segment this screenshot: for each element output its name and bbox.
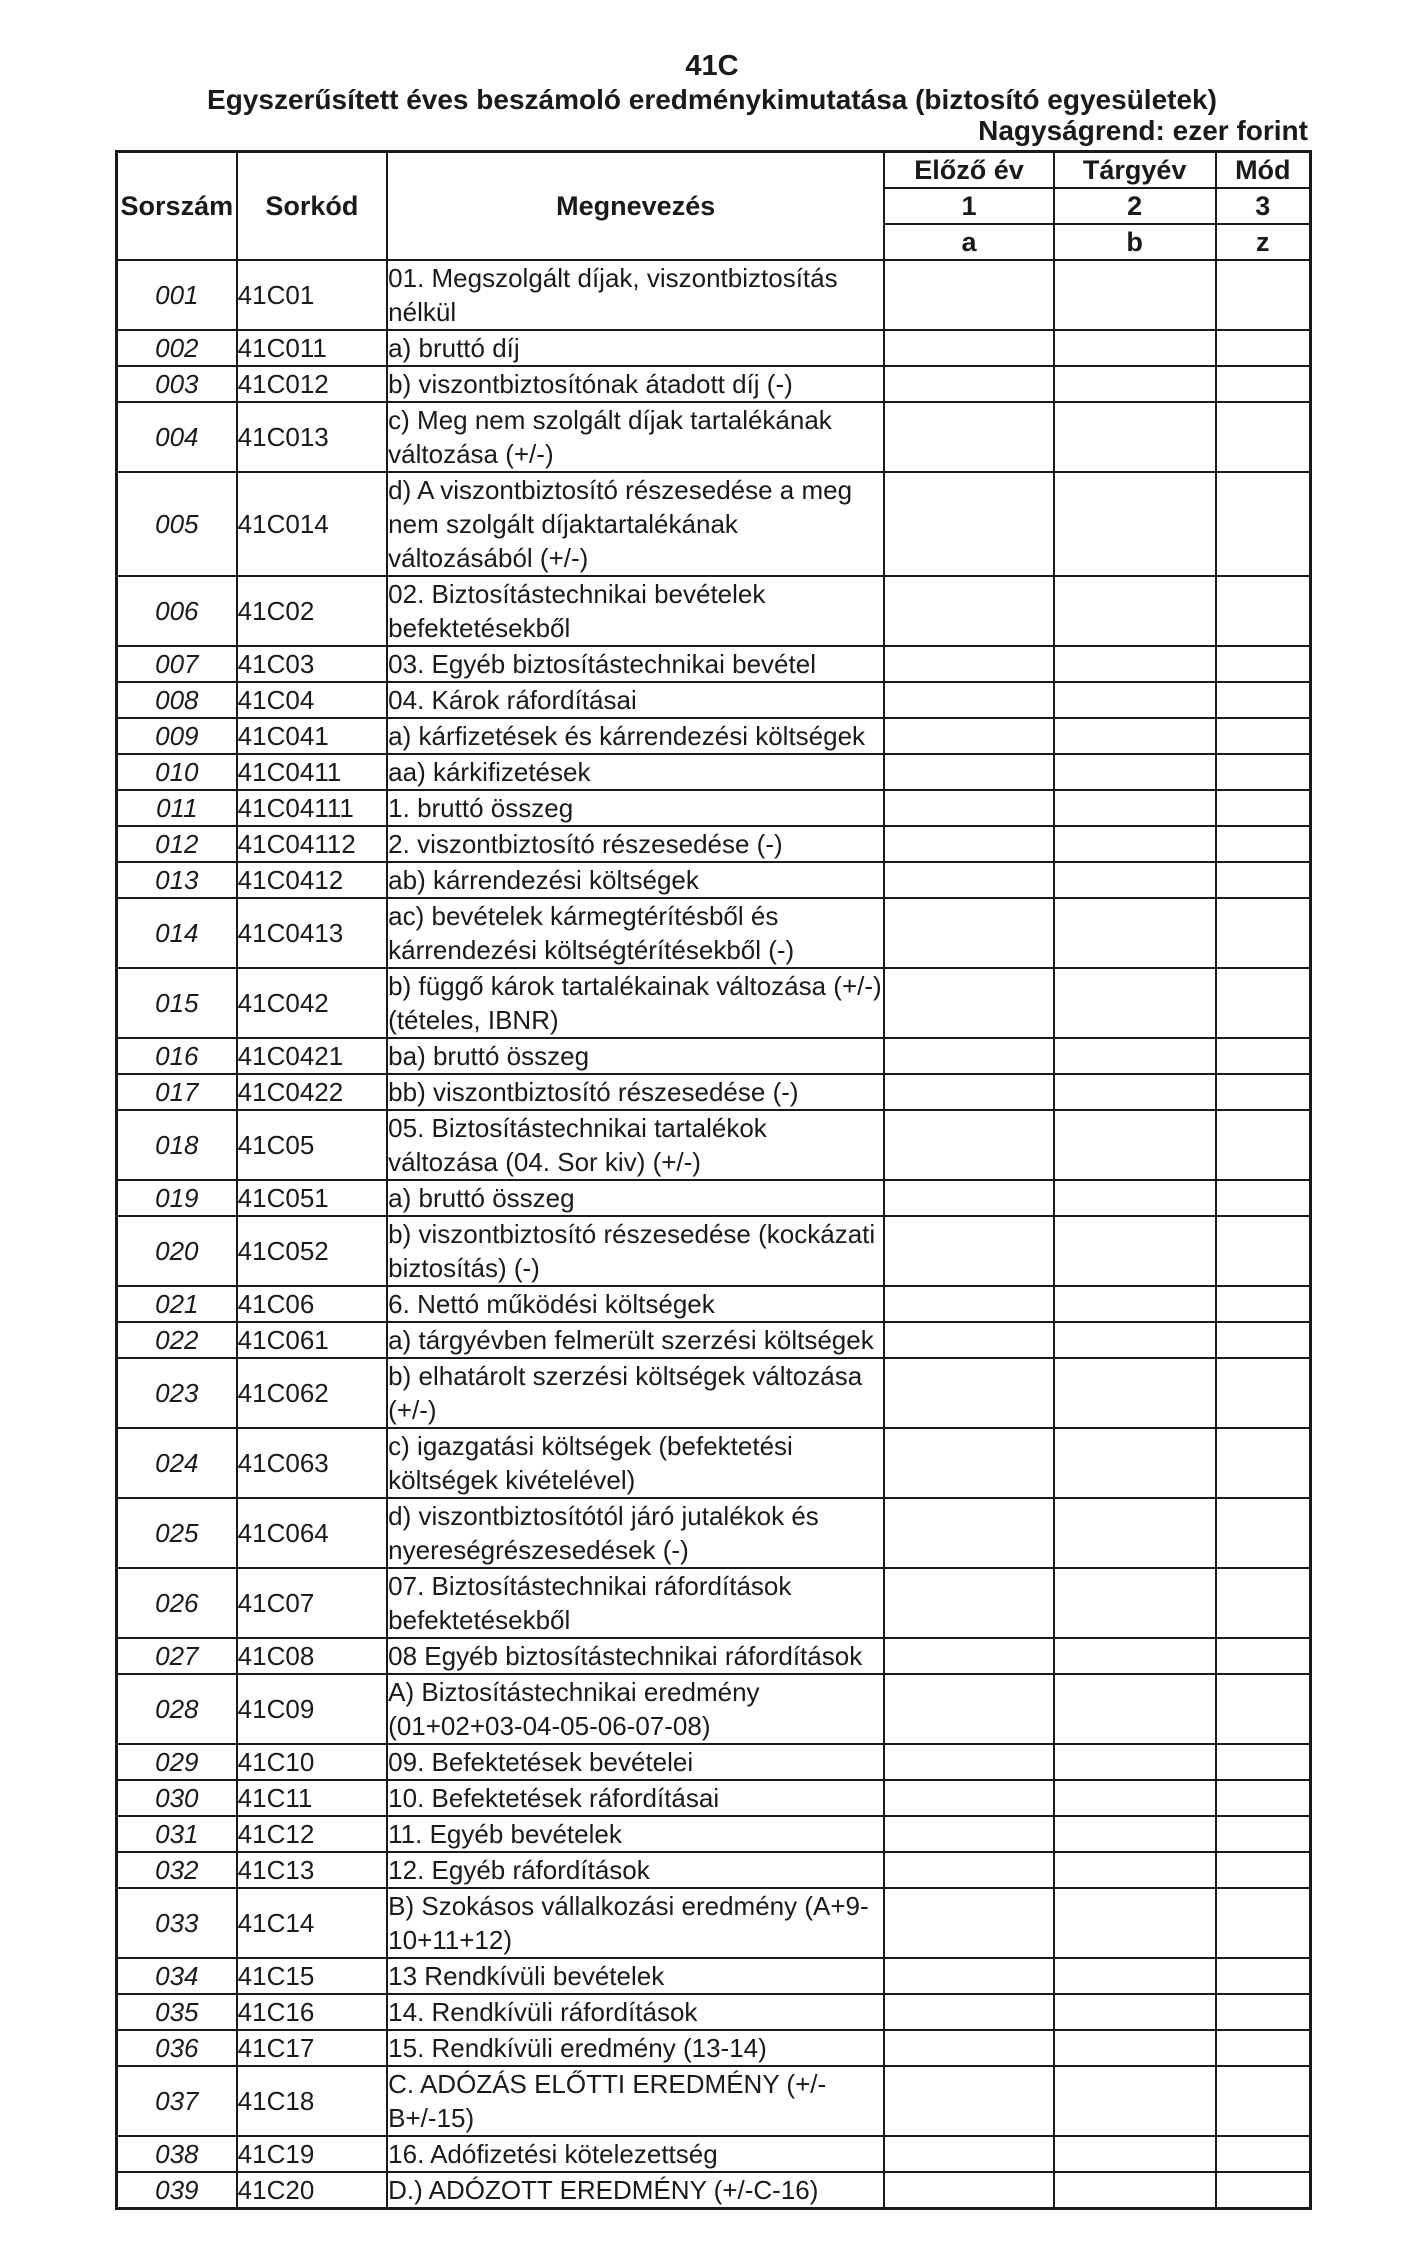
row-number: 039: [117, 2172, 237, 2209]
row-name: B) Szokásos vállalkozási eredmény (A+9-10+11+12): [387, 1888, 884, 1958]
value-current-year-cell[interactable]: [1054, 1744, 1216, 1780]
value-current-year-cell[interactable]: [1054, 1286, 1216, 1322]
value-prev-year-cell[interactable]: [884, 1674, 1053, 1744]
row-code: 41C04112: [237, 826, 388, 862]
table-row: [117, 472, 1311, 576]
row-name: b) viszontbiztosítónak átadott díj (-): [387, 366, 884, 402]
table-row: [117, 260, 1311, 330]
row-code: 41C20: [237, 2172, 388, 2209]
value-current-year-cell[interactable]: [1054, 1358, 1216, 1428]
value-prev-year-cell[interactable]: [884, 1816, 1053, 1852]
header-col-current-year: Tárgyév: [1054, 152, 1216, 189]
value-current-year-cell[interactable]: [1054, 682, 1216, 718]
table-row: [117, 1216, 1311, 1286]
value-mod-cell[interactable]: [1216, 1958, 1311, 1994]
table-row: [117, 1038, 1311, 1074]
value-mod-cell[interactable]: [1216, 260, 1311, 330]
row-number: 013: [117, 862, 237, 898]
header-megnevezes: Megnevezés: [387, 152, 884, 261]
row-number: 033: [117, 1888, 237, 1958]
value-mod-cell[interactable]: [1216, 1852, 1311, 1888]
table-row: [117, 1852, 1311, 1888]
row-code: 41C014: [237, 472, 388, 576]
table-row: [117, 1780, 1311, 1816]
table-row: [117, 1958, 1311, 1994]
value-prev-year-cell[interactable]: [884, 718, 1053, 754]
row-number: 005: [117, 472, 237, 576]
row-code: 41C042: [237, 968, 388, 1038]
table-row: [117, 646, 1311, 682]
value-prev-year-cell[interactable]: [884, 402, 1053, 472]
value-prev-year-cell[interactable]: [884, 1638, 1053, 1674]
row-name: ab) kárrendezési költségek: [387, 862, 884, 898]
header-col-mod: Mód: [1216, 152, 1311, 189]
row-name: 10. Befektetések ráfordításai: [387, 1780, 884, 1816]
row-number: 024: [117, 1428, 237, 1498]
value-prev-year-cell[interactable]: [884, 260, 1053, 330]
row-code: 41C0412: [237, 862, 388, 898]
row-name: 11. Egyéb bevételek: [387, 1816, 884, 1852]
row-code: 41C10: [237, 1744, 388, 1780]
value-prev-year-cell[interactable]: [884, 646, 1053, 682]
value-prev-year-cell[interactable]: [884, 2030, 1053, 2066]
value-prev-year-cell[interactable]: [884, 1286, 1053, 1322]
row-code: 41C064: [237, 1498, 388, 1568]
table-row: [117, 1322, 1311, 1358]
table-row: [117, 682, 1311, 718]
row-name: 1. bruttó összeg: [387, 790, 884, 826]
row-number: 009: [117, 718, 237, 754]
table-row: [117, 2030, 1311, 2066]
row-number: 030: [117, 1780, 237, 1816]
value-current-year-cell[interactable]: [1054, 472, 1216, 576]
value-current-year-cell[interactable]: [1054, 2030, 1216, 2066]
row-number: 018: [117, 1110, 237, 1180]
row-code: 41C0422: [237, 1074, 388, 1110]
income-statement-table: [115, 150, 1312, 2210]
table-row: [117, 1674, 1311, 1744]
value-prev-year-cell[interactable]: [884, 1958, 1053, 1994]
value-prev-year-cell[interactable]: [884, 1216, 1053, 1286]
value-current-year-cell[interactable]: [1054, 1322, 1216, 1358]
table-row: [117, 1816, 1311, 1852]
value-current-year-cell[interactable]: [1054, 1110, 1216, 1180]
row-name: bb) viszontbiztosító részesedése (-): [387, 1074, 884, 1110]
row-code: 41C0413: [237, 898, 388, 968]
value-prev-year-cell[interactable]: [884, 1888, 1053, 1958]
header-col-current-year-num: 2: [1054, 188, 1216, 224]
value-mod-cell[interactable]: [1216, 330, 1311, 366]
value-prev-year-cell[interactable]: [884, 1744, 1053, 1780]
row-code: 41C18: [237, 2066, 388, 2136]
header-sorkod: Sorkód: [237, 152, 388, 261]
row-code: 41C12: [237, 1816, 388, 1852]
row-number: 038: [117, 2136, 237, 2172]
unit-note: Nagyságrend: ezer forint: [978, 115, 1308, 146]
row-number: 006: [117, 576, 237, 646]
value-prev-year-cell[interactable]: [884, 826, 1053, 862]
value-mod-cell[interactable]: [1216, 2172, 1311, 2209]
value-mod-cell[interactable]: [1216, 754, 1311, 790]
row-code: 41C13: [237, 1852, 388, 1888]
row-code: 41C061: [237, 1322, 388, 1358]
value-current-year-cell[interactable]: [1054, 754, 1216, 790]
value-current-year-cell[interactable]: [1054, 1780, 1216, 1816]
value-mod-cell[interactable]: [1216, 1358, 1311, 1428]
header-col-mod-letter: z: [1216, 224, 1311, 260]
row-name: ba) bruttó összeg: [387, 1038, 884, 1074]
table-row: [117, 1110, 1311, 1180]
row-code: 41C14: [237, 1888, 388, 1958]
row-number: 007: [117, 646, 237, 682]
row-name: b) viszontbiztosító részesedése (kockázati biztosítás) (-): [387, 1216, 884, 1286]
row-number: 016: [117, 1038, 237, 1074]
row-code: 41C013: [237, 402, 388, 472]
row-name: b) elhatárolt szerzési költségek változása (+/-): [387, 1358, 884, 1428]
row-number: 034: [117, 1958, 237, 1994]
value-current-year-cell[interactable]: [1054, 1428, 1216, 1498]
row-number: 017: [117, 1074, 237, 1110]
value-mod-cell[interactable]: [1216, 1038, 1311, 1074]
value-mod-cell[interactable]: [1216, 1780, 1311, 1816]
value-current-year-cell[interactable]: [1054, 968, 1216, 1038]
row-name: C. ADÓZÁS ELŐTTI EREDMÉNY (+/-B+/-15): [387, 2066, 884, 2136]
table-row: [117, 1074, 1311, 1110]
row-code: 41C0421: [237, 1038, 388, 1074]
table-row: [117, 1180, 1311, 1216]
value-current-year-cell[interactable]: [1054, 1888, 1216, 1958]
value-prev-year-cell[interactable]: [884, 1074, 1053, 1110]
value-mod-cell[interactable]: [1216, 2066, 1311, 2136]
table-row: [117, 1568, 1311, 1638]
row-number: 036: [117, 2030, 237, 2066]
value-prev-year-cell[interactable]: [884, 754, 1053, 790]
value-prev-year-cell[interactable]: [884, 790, 1053, 826]
row-number: 028: [117, 1674, 237, 1744]
value-prev-year-cell[interactable]: [884, 1322, 1053, 1358]
value-prev-year-cell[interactable]: [884, 2172, 1053, 2209]
row-number: 027: [117, 1638, 237, 1674]
table-row: [117, 790, 1311, 826]
value-mod-cell[interactable]: [1216, 1216, 1311, 1286]
value-mod-cell[interactable]: [1216, 646, 1311, 682]
row-name: 05. Biztosítástechnikai tartalékok változása (04. Sor kiv) (+/-): [387, 1110, 884, 1180]
row-name: 07. Biztosítástechnikai ráfordítások befektetésekből: [387, 1568, 884, 1638]
value-mod-cell[interactable]: [1216, 1888, 1311, 1958]
header-row-labels: [117, 152, 1311, 189]
row-number: 003: [117, 366, 237, 402]
row-code: 41C05: [237, 1110, 388, 1180]
row-number: 026: [117, 1568, 237, 1638]
row-name: 13 Rendkívüli bevételek: [387, 1958, 884, 1994]
value-prev-year-cell[interactable]: [884, 1180, 1053, 1216]
row-code: 41C11: [237, 1780, 388, 1816]
table-row: [117, 1888, 1311, 1958]
row-name: 14. Rendkívüli ráfordítások: [387, 1994, 884, 2030]
value-prev-year-cell[interactable]: [884, 1038, 1053, 1074]
value-prev-year-cell[interactable]: [884, 1994, 1053, 2030]
value-current-year-cell[interactable]: [1054, 826, 1216, 862]
value-current-year-cell[interactable]: [1054, 260, 1216, 330]
row-code: 41C04111: [237, 790, 388, 826]
table-row: [117, 1498, 1311, 1568]
value-current-year-cell[interactable]: [1054, 1852, 1216, 1888]
table-row: [117, 968, 1311, 1038]
value-prev-year-cell[interactable]: [884, 1110, 1053, 1180]
row-name: 09. Befektetések bevételei: [387, 1744, 884, 1780]
value-current-year-cell[interactable]: [1054, 2136, 1216, 2172]
row-name: 6. Nettó működési költségek: [387, 1286, 884, 1322]
value-mod-cell[interactable]: [1216, 790, 1311, 826]
row-number: 010: [117, 754, 237, 790]
row-code: 41C052: [237, 1216, 388, 1286]
row-code: 41C051: [237, 1180, 388, 1216]
value-mod-cell[interactable]: [1216, 826, 1311, 862]
value-current-year-cell[interactable]: [1054, 898, 1216, 968]
value-mod-cell[interactable]: [1216, 718, 1311, 754]
row-number: 012: [117, 826, 237, 862]
value-mod-cell[interactable]: [1216, 1074, 1311, 1110]
row-number: 037: [117, 2066, 237, 2136]
row-number: 029: [117, 1744, 237, 1780]
row-code: 41C07: [237, 1568, 388, 1638]
row-code: 41C012: [237, 366, 388, 402]
row-number: 002: [117, 330, 237, 366]
value-mod-cell[interactable]: [1216, 1322, 1311, 1358]
value-current-year-cell[interactable]: [1054, 1816, 1216, 1852]
row-name: a) bruttó összeg: [387, 1180, 884, 1216]
row-code: 41C011: [237, 330, 388, 366]
value-current-year-cell[interactable]: [1054, 1994, 1216, 2030]
row-code: 41C02: [237, 576, 388, 646]
row-number: 035: [117, 1994, 237, 2030]
value-mod-cell[interactable]: [1216, 682, 1311, 718]
row-code: 41C063: [237, 1428, 388, 1498]
row-number: 001: [117, 260, 237, 330]
header-col-prev-year: Előző év: [884, 152, 1053, 189]
row-number: 021: [117, 1286, 237, 1322]
value-current-year-cell[interactable]: [1054, 1638, 1216, 1674]
value-current-year-cell[interactable]: [1054, 576, 1216, 646]
value-mod-cell[interactable]: [1216, 402, 1311, 472]
row-code: 41C04: [237, 682, 388, 718]
value-mod-cell[interactable]: [1216, 862, 1311, 898]
value-current-year-cell[interactable]: [1054, 1216, 1216, 1286]
row-name: 03. Egyéb biztosítástechnikai bevétel: [387, 646, 884, 682]
row-number: 015: [117, 968, 237, 1038]
value-current-year-cell[interactable]: [1054, 1038, 1216, 1074]
table-row: [117, 2172, 1311, 2209]
table-row: [117, 2136, 1311, 2172]
form-code-title: 41C: [685, 50, 739, 82]
table-row: [117, 826, 1311, 862]
row-code: 41C041: [237, 718, 388, 754]
value-mod-cell[interactable]: [1216, 1816, 1311, 1852]
value-mod-cell[interactable]: [1216, 898, 1311, 968]
value-current-year-cell[interactable]: [1054, 1498, 1216, 1568]
row-code: 41C0411: [237, 754, 388, 790]
row-name: c) igazgatási költségek (befektetési költségek kivételével): [387, 1428, 884, 1498]
value-current-year-cell[interactable]: [1054, 718, 1216, 754]
value-current-year-cell[interactable]: [1054, 2066, 1216, 2136]
row-number: 020: [117, 1216, 237, 1286]
row-number: 023: [117, 1358, 237, 1428]
value-mod-cell[interactable]: [1216, 472, 1311, 576]
row-name: 01. Megszolgált díjak, viszontbiztosítás nélkül: [387, 260, 884, 330]
row-name: a) bruttó díj: [387, 330, 884, 366]
row-name: d) A viszontbiztosító részesedése a meg nem szolgált díjaktartalékának változásából (+/-): [387, 472, 884, 576]
table-row: [117, 1744, 1311, 1780]
table-body: [117, 260, 1311, 2209]
header-col-mod-num: 3: [1216, 188, 1311, 224]
value-prev-year-cell[interactable]: [884, 2136, 1053, 2172]
table-row: [117, 862, 1311, 898]
value-mod-cell[interactable]: [1216, 1638, 1311, 1674]
row-number: 014: [117, 898, 237, 968]
row-number: 011: [117, 790, 237, 826]
value-prev-year-cell[interactable]: [884, 330, 1053, 366]
value-current-year-cell[interactable]: [1054, 1568, 1216, 1638]
value-prev-year-cell[interactable]: [884, 682, 1053, 718]
row-name: a) kárfizetések és kárrendezési költségek: [387, 718, 884, 754]
value-mod-cell[interactable]: [1216, 1498, 1311, 1568]
row-code: 41C19: [237, 2136, 388, 2172]
value-prev-year-cell[interactable]: [884, 2066, 1053, 2136]
value-current-year-cell[interactable]: [1054, 366, 1216, 402]
value-prev-year-cell[interactable]: [884, 366, 1053, 402]
row-name: 16. Adófizetési kötelezettség: [387, 2136, 884, 2172]
table-row: [117, 898, 1311, 968]
row-code: 41C15: [237, 1958, 388, 1994]
value-current-year-cell[interactable]: [1054, 790, 1216, 826]
value-mod-cell[interactable]: [1216, 1180, 1311, 1216]
value-prev-year-cell[interactable]: [884, 472, 1053, 576]
value-mod-cell[interactable]: [1216, 1428, 1311, 1498]
row-name: 2. viszontbiztosító részesedése (-): [387, 826, 884, 862]
value-prev-year-cell[interactable]: [884, 1852, 1053, 1888]
header-sorszam: Sorszám: [117, 152, 237, 261]
row-code: 41C08: [237, 1638, 388, 1674]
row-number: 004: [117, 402, 237, 472]
value-mod-cell[interactable]: [1216, 366, 1311, 402]
row-name: A) Biztosítástechnikai eredmény (01+02+03-04-05-06-07-08): [387, 1674, 884, 1744]
row-name: D.) ADÓZOTT EREDMÉNY (+/-C-16): [387, 2172, 884, 2209]
row-name: aa) kárkifizetések: [387, 754, 884, 790]
value-current-year-cell[interactable]: [1054, 1074, 1216, 1110]
row-name: c) Meg nem szolgált díjak tartalékának változása (+/-): [387, 402, 884, 472]
row-number: 032: [117, 1852, 237, 1888]
value-mod-cell[interactable]: [1216, 2030, 1311, 2066]
row-name: 15. Rendkívüli eredmény (13-14): [387, 2030, 884, 2066]
table-row: [117, 1638, 1311, 1674]
table-row: [117, 1428, 1311, 1498]
table-row: [117, 402, 1311, 472]
report-title: Egyszerűsített éves beszámoló eredménykimutatása (biztosító egyesületek): [207, 84, 1217, 115]
value-current-year-cell[interactable]: [1054, 646, 1216, 682]
value-current-year-cell[interactable]: [1054, 1958, 1216, 1994]
row-name: ac) bevételek kármegtérítésből és kárrendezési költségtérítésekből (-): [387, 898, 884, 968]
table-row: [117, 330, 1311, 366]
value-mod-cell[interactable]: [1216, 1674, 1311, 1744]
value-current-year-cell[interactable]: [1054, 1180, 1216, 1216]
table-row: [117, 1358, 1311, 1428]
row-number: 025: [117, 1498, 237, 1568]
value-mod-cell[interactable]: [1216, 576, 1311, 646]
table-row: [117, 1286, 1311, 1322]
row-code: 41C09: [237, 1674, 388, 1744]
row-number: 031: [117, 1816, 237, 1852]
row-code: 41C03: [237, 646, 388, 682]
row-name: 12. Egyéb ráfordítások: [387, 1852, 884, 1888]
row-number: 008: [117, 682, 237, 718]
value-mod-cell[interactable]: [1216, 1286, 1311, 1322]
value-prev-year-cell[interactable]: [884, 1428, 1053, 1498]
value-current-year-cell[interactable]: [1054, 1674, 1216, 1744]
row-number: 022: [117, 1322, 237, 1358]
value-current-year-cell[interactable]: [1054, 2172, 1216, 2209]
value-prev-year-cell[interactable]: [884, 1498, 1053, 1568]
row-code: 41C01: [237, 260, 388, 330]
value-mod-cell[interactable]: [1216, 1994, 1311, 2030]
row-name: d) viszontbiztosítótól járó jutalékok és nyereségrészesedések (-): [387, 1498, 884, 1568]
value-current-year-cell[interactable]: [1054, 862, 1216, 898]
value-mod-cell[interactable]: [1216, 1110, 1311, 1180]
table-row: [117, 366, 1311, 402]
row-name: 08 Egyéb biztosítástechnikai ráfordítások: [387, 1638, 884, 1674]
value-prev-year-cell[interactable]: [884, 968, 1053, 1038]
value-prev-year-cell[interactable]: [884, 1358, 1053, 1428]
value-prev-year-cell[interactable]: [884, 862, 1053, 898]
value-mod-cell[interactable]: [1216, 2136, 1311, 2172]
row-name: 04. Károk ráfordításai: [387, 682, 884, 718]
header-col-current-year-letter: b: [1054, 224, 1216, 260]
table-row: [117, 1994, 1311, 2030]
table-row: [117, 576, 1311, 646]
value-prev-year-cell[interactable]: [884, 898, 1053, 968]
header-col-prev-year-num: 1: [884, 188, 1053, 224]
table-row: [117, 2066, 1311, 2136]
value-prev-year-cell[interactable]: [884, 576, 1053, 646]
value-current-year-cell[interactable]: [1054, 402, 1216, 472]
value-prev-year-cell[interactable]: [884, 1568, 1053, 1638]
row-name: 02. Biztosítástechnikai bevételek befektetésekből: [387, 576, 884, 646]
row-code: 41C17: [237, 2030, 388, 2066]
value-mod-cell[interactable]: [1216, 968, 1311, 1038]
value-current-year-cell[interactable]: [1054, 330, 1216, 366]
row-name: b) függő károk tartalékainak változása (+/-) (tételes, IBNR): [387, 968, 884, 1038]
row-name: a) tárgyévben felmerült szerzési költségek: [387, 1322, 884, 1358]
table-row: [117, 754, 1311, 790]
row-number: 019: [117, 1180, 237, 1216]
header-col-prev-year-letter: a: [884, 224, 1053, 260]
row-code: 41C16: [237, 1994, 388, 2030]
row-code: 41C06: [237, 1286, 388, 1322]
value-mod-cell[interactable]: [1216, 1744, 1311, 1780]
row-code: 41C062: [237, 1358, 388, 1428]
value-mod-cell[interactable]: [1216, 1568, 1311, 1638]
value-prev-year-cell[interactable]: [884, 1780, 1053, 1816]
table-row: [117, 718, 1311, 754]
